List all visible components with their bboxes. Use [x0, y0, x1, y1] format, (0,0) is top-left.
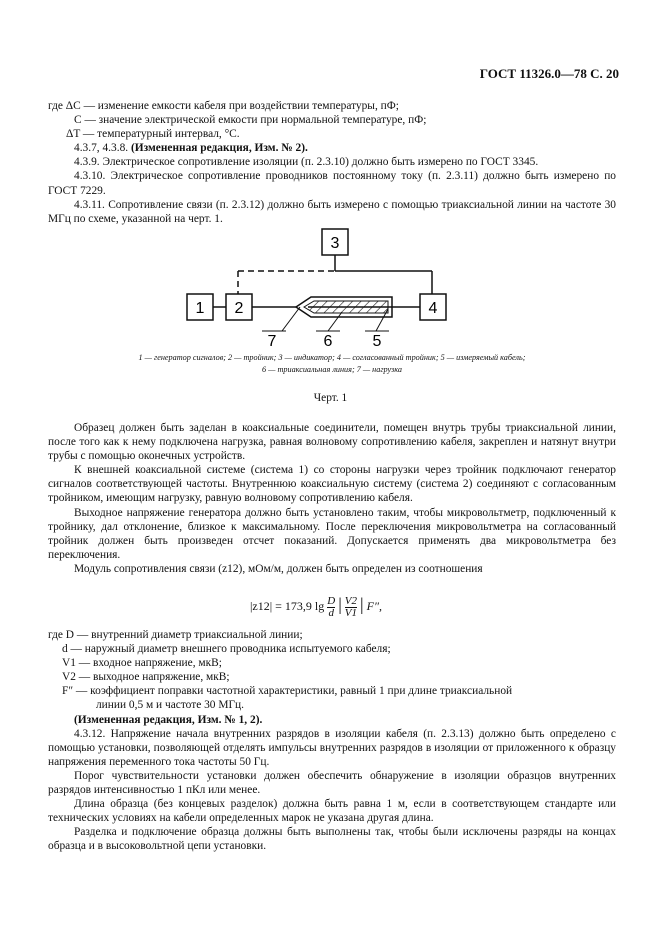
caption-line-2: 6 — триаксиальная линия; 7 — нагрузка	[262, 365, 402, 374]
circuit-diagram	[0, 0, 661, 380]
para-3: Выходное напряжение генератора должно быть установлено таким, чтобы микровольтметр, подключенный к тройнику, дал отклонение, близкое к максимальному. После переключения микровольтметра на согласованный тройник должен быть произведен отсчет показаний. Допускается применять два микровольтметра без переключения.	[48, 506, 616, 561]
formula-f: F″,	[366, 599, 382, 613]
para-4: Модуль сопротивления связи (z12), мОм/м, должен быть определен из соотношения	[74, 562, 483, 575]
para-1: Образец должен быть заделан в коаксиальные соединители, помещен внутрь трубы триаксиальной линии, после того как к нему подключена нагрузка, равная волновому сопротивлению кабеля, закреплен и натянут внутри трубы с помощью оконечных устройств.	[48, 422, 616, 463]
def-V1: V1 — входное напряжение, мкВ;	[62, 657, 222, 670]
figure-caption	[48, 352, 616, 376]
formula: |z12| = 173,9 lg $\frac{D}{d}$ | $\frac{V2}{V1}$ | F″,	[250, 594, 382, 619]
frac-d: d	[328, 606, 334, 619]
fraction-d	[327, 596, 335, 619]
para-6: Длина образца (без концевых разделок) должна быть равна 1 м, если в соответствующем стандарте или технических условиях на кабели определенных марок не указана другая длина.	[48, 798, 616, 825]
def-delta-t: ΔT — температурный интервал, °С.	[66, 128, 240, 141]
box-1-label: 1	[195, 300, 205, 317]
label-6: 6	[323, 333, 333, 350]
body-block	[48, 421, 616, 576]
amend-12: (Измененная редакция, Изм. № 1, 2).	[74, 713, 263, 726]
def-c: C — значение электрической емкости при нормальной температуре, пФ;	[74, 114, 427, 127]
def-delta-c: где ΔC — изменение емкости кабеля при воздействии температуры, пФ;	[48, 100, 399, 112]
frac-V2: V2	[344, 594, 358, 607]
label-7: 7	[267, 333, 277, 350]
clause-437-number: 4.3.7, 4.3.8.	[74, 142, 131, 155]
def-V2: V2 — выходное напряжение, мкВ;	[62, 671, 230, 684]
def-D: где D — внутренний диаметр триаксиальной линии;	[48, 629, 303, 641]
box-4-label: 4	[428, 300, 438, 317]
box-2-label: 2	[234, 300, 244, 317]
label-5: 5	[372, 333, 382, 350]
figure-label: Черт. 1	[313, 392, 348, 404]
fraction-v	[345, 596, 357, 619]
frac-V1: V1	[344, 606, 358, 619]
caption-line-1: 1 — генератор сигналов; 2 — тройник; 3 — индикатор; 4 — согласованный тройник; 5 — измеряемый кабель;	[138, 353, 526, 362]
para-5: Порог чувствительности установки должен обеспечить обнаружение в изоляции образцов внутренних разрядов интенсивностью 1 пКл или менее.	[48, 769, 616, 797]
page-header: ГОСТ 11326.0—78 С. 20	[479, 66, 619, 81]
clause-437-amend: (Измененная редакция, Изм. № 2).	[130, 142, 308, 155]
def-F-cont: линии 0,5 м и частоте 30 МГц.	[96, 699, 244, 712]
formula-lhs: |z12| = 173,9 lg	[250, 599, 325, 613]
defs-block	[48, 628, 616, 854]
clause-439: 4.3.9. Электрическое сопротивление изоляции (п. 2.3.10) должно быть измерено по ГОСТ 3345.	[74, 156, 539, 169]
clause-4310: 4.3.10. Электрическое сопротивление проводников постоянному току (п. 2.3.11) должно быть измерено по ГОСТ 7229.	[48, 170, 616, 197]
leader-7	[282, 307, 300, 331]
para-2: К внешней коаксиальной системе (система 1) со стороны нагрузки через тройник подключают генератор сигналов соответствующей частоты. Внутреннюю коаксиальную систему (система 2) соединяют с согласованным тройником, имеющим нагрузку, равную волновому сопротивлению кабеля.	[48, 464, 616, 505]
clause-4311: 4.3.11. Сопротивление связи (п. 2.3.12) должно быть измерено с помощью триаксиальной линии на частоте 30 МГц по схеме, указанной на черт. 1.	[48, 198, 616, 225]
frac-D: D	[327, 594, 336, 607]
box-3-label: 3	[330, 235, 340, 252]
clause-4312: 4.3.12. Напряжение начала внутренних разрядов в изоляции кабеля (п. 2.3.13) должно быть определено с помощью установки, позволяющей отделять импульсы внутренних разрядов в изоляции от приложенного к образцу напряжения переменного тока частоты 50 Гц.	[48, 727, 616, 768]
para-7: Разделка и подключение образца должны быть выполнены так, чтобы были исключены разряды на концах образца и в высоковольтной цепи установки.	[48, 826, 616, 853]
def-d: d — наружный диаметр внешнего проводника испытуемого кабеля;	[62, 643, 391, 656]
def-F: F″ — коэффициент поправки частотной характеристики, равный 1 при длине триаксиальной	[62, 685, 513, 698]
